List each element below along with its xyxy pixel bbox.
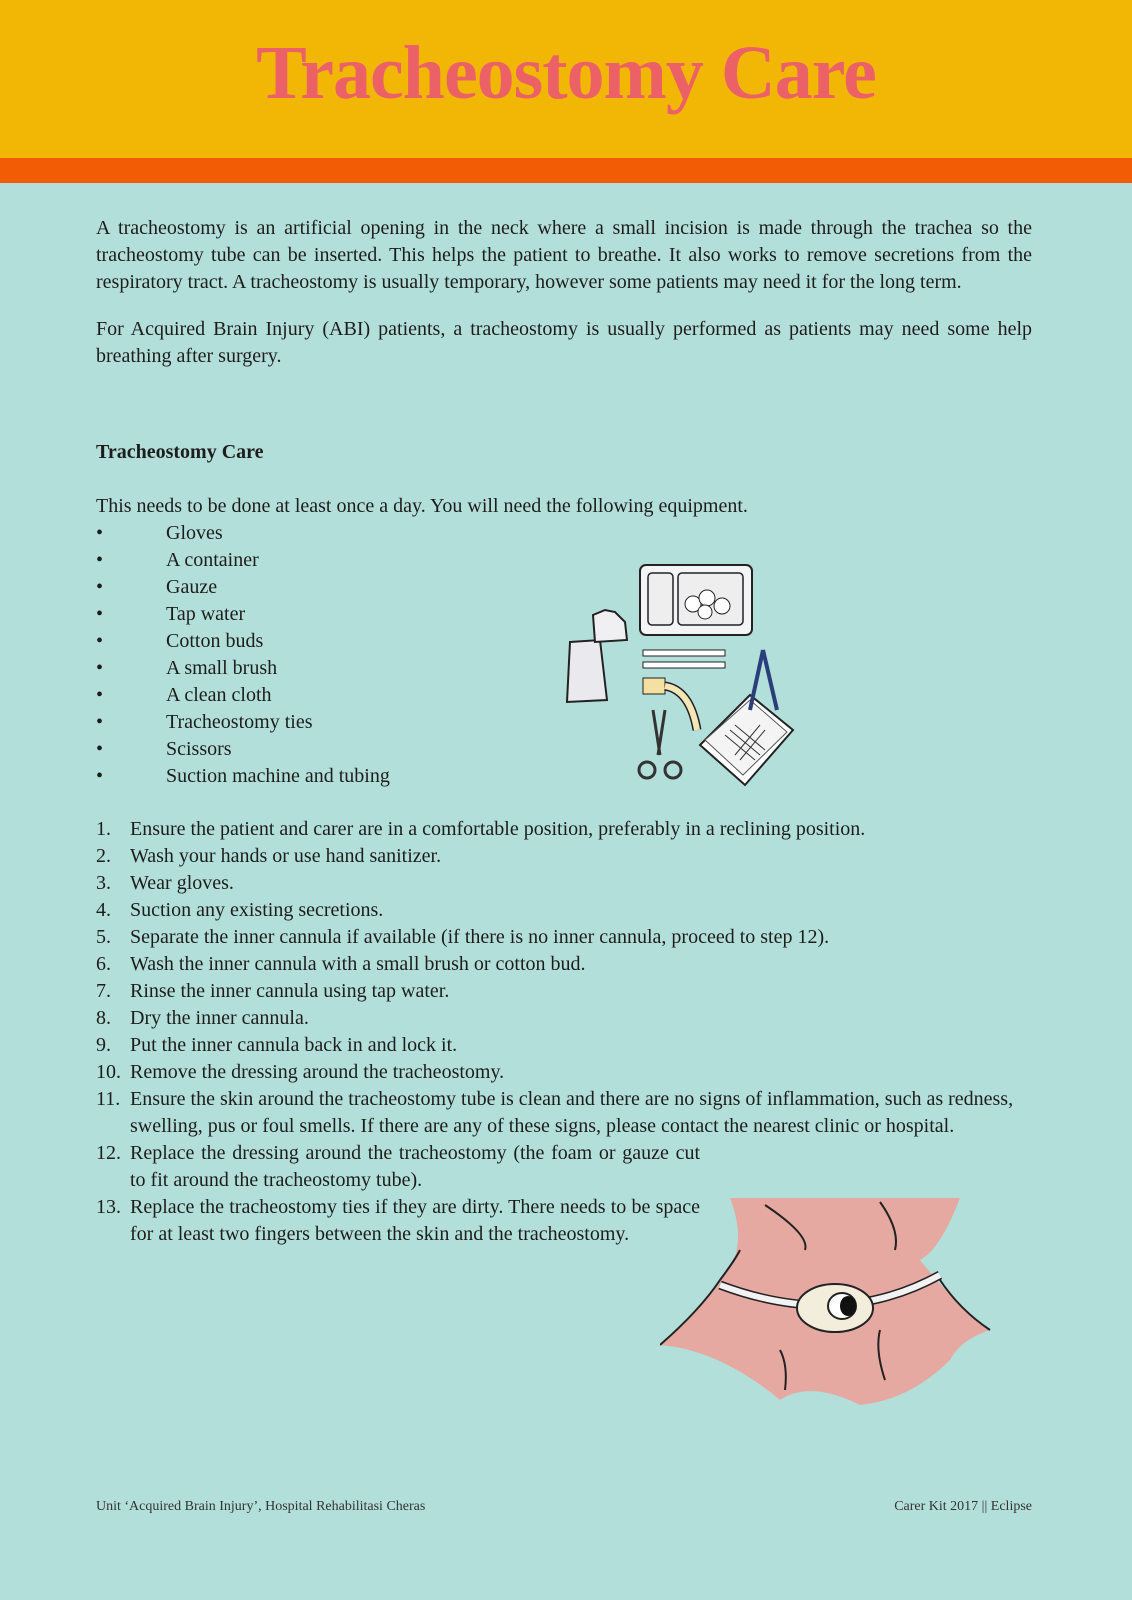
equipment-illustration xyxy=(565,560,795,805)
section-lead: This needs to be done at least once a day. You will need the following equipment. xyxy=(96,495,748,517)
step-number: 6. xyxy=(96,953,111,975)
step-text: Wear gloves. xyxy=(130,872,234,894)
step-number: 10. xyxy=(96,1061,121,1083)
equipment-item: • Gloves xyxy=(96,520,1032,547)
equipment-item: • Cotton buds xyxy=(96,628,1032,655)
footer-right: Carer Kit 2017 || Eclipse xyxy=(894,1499,1032,1514)
footer-left: Unit ‘Acquired Brain Injury’, Hospital Rehabilitasi Cheras xyxy=(96,1499,426,1514)
step-item xyxy=(96,870,1032,897)
step-item xyxy=(96,1059,1032,1086)
equipment-item: • Scissors xyxy=(96,736,1032,763)
step-text: Replace the dressing around the tracheostomy (the foam or gauze cut to fit around the tracheostomy tube). xyxy=(130,1142,700,1191)
neck-illustration xyxy=(660,1190,1010,1420)
step-number: 2. xyxy=(96,845,111,867)
step-text: Put the inner cannula back in and lock it. xyxy=(130,1034,458,1056)
intro xyxy=(96,215,1032,370)
step-number: 5. xyxy=(96,926,111,948)
equipment-list xyxy=(96,520,1032,790)
intro-paragraph: A tracheostomy is an artificial opening in the neck where a small incision is made through the trachea so the tracheostomy tube can be inserted. This helps the patient to breathe. It also works to remove secretions from the respiratory tract. A tracheostomy is usually temporary, however some patients may need it for the long term. xyxy=(96,217,1032,293)
step-number: 8. xyxy=(96,1007,111,1029)
intro-paragraph: For Acquired Brain Injury (ABI) patients, a tracheostomy is usually performed as patients may need some help breathing after surgery. xyxy=(96,318,1032,367)
section-heading: Tracheostomy Care xyxy=(96,441,264,463)
step-text: Rinse the inner cannula using tap water. xyxy=(130,980,450,1002)
step-number: 3. xyxy=(96,872,111,894)
step-text: Ensure the skin around the tracheostomy tube is clean and there are no signs of inflammation, such as redness, swelling, pus or foul smells. If there are any of these signs, please contact the nearest clinic or hospital. xyxy=(130,1088,1014,1137)
care-section xyxy=(96,439,1032,790)
step-item xyxy=(96,843,1032,870)
header-stripe xyxy=(0,158,1132,183)
step-item xyxy=(96,1194,700,1248)
step-text: Wash the inner cannula with a small brush or cotton bud. xyxy=(130,953,586,975)
steps xyxy=(96,816,1032,1248)
step-item xyxy=(96,816,1032,843)
equipment-item: • A container xyxy=(96,547,1032,574)
equipment-item: • Suction machine and tubing xyxy=(96,763,1032,790)
step-text: Replace the tracheostomy ties if they are dirty. There needs to be space for at least two fingers between the skin and the tracheostomy. xyxy=(130,1196,700,1245)
step-text: Separate the inner cannula if available (if there is no inner cannula, proceed to step 12). xyxy=(130,926,830,948)
step-text: Ensure the patient and carer are in a comfortable position, preferably in a reclining position. xyxy=(130,818,866,840)
equipment-item: • A clean cloth xyxy=(96,682,1032,709)
equipment-item: • Tap water xyxy=(96,601,1032,628)
page-title: Tracheostomy Care xyxy=(256,31,876,115)
step-number: 9. xyxy=(96,1034,111,1056)
equipment-item: • A small brush xyxy=(96,655,1032,682)
step-item xyxy=(96,951,1032,978)
step-number: 7. xyxy=(96,980,111,1002)
step-number: 1. xyxy=(96,818,111,840)
step-text: Dry the inner cannula. xyxy=(130,1007,309,1029)
step-item xyxy=(96,897,1032,924)
step-text: Wash your hands or use hand sanitizer. xyxy=(130,845,442,867)
step-item xyxy=(96,978,1032,1005)
step-item xyxy=(96,924,1032,951)
step-text: Suction any existing secretions. xyxy=(130,899,384,921)
steps-list xyxy=(96,816,1032,1248)
equipment-item: • Gauze xyxy=(96,574,1032,601)
step-item xyxy=(96,1140,700,1194)
step-number: 13. xyxy=(96,1196,121,1218)
step-item xyxy=(96,1032,1032,1059)
step-number: 4. xyxy=(96,899,111,921)
step-number: 11. xyxy=(96,1088,121,1110)
equipment-item: • Tracheostomy ties xyxy=(96,709,1032,736)
step-item xyxy=(96,1005,1032,1032)
step-item xyxy=(96,1086,1032,1140)
step-number: 12. xyxy=(96,1142,121,1164)
step-text: Remove the dressing around the tracheostomy. xyxy=(130,1061,505,1083)
